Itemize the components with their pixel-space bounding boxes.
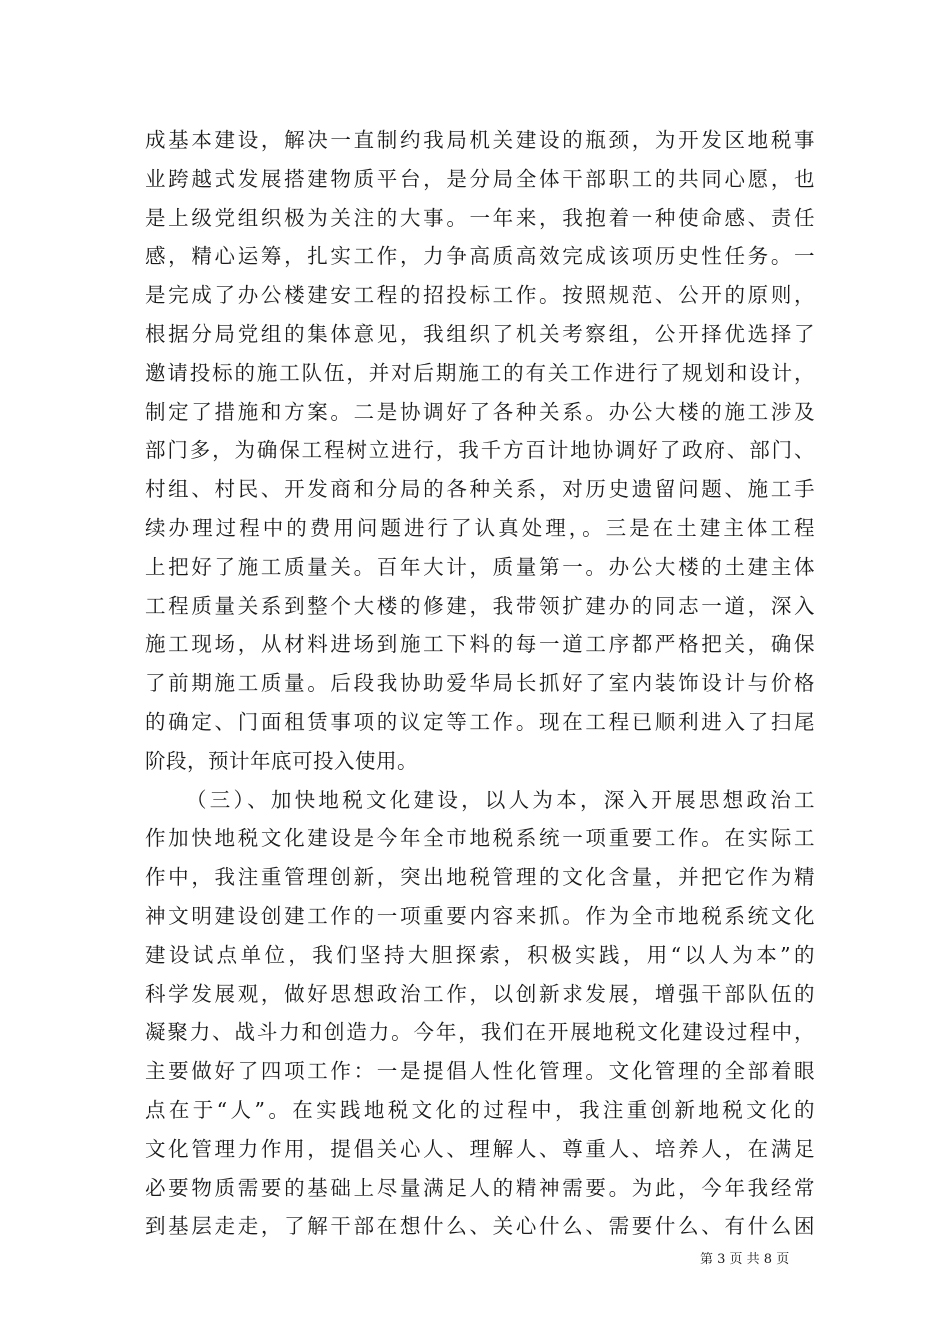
text-line: 神文明建设创建工作的一项重要内容来抓。作为全市地税系统文化 [145,903,815,928]
text-line: 工程质量关系到整个大楼的修建，我带领扩建办的同志一道，深入 [145,593,815,618]
paragraph-end-line: 阶段，预计年底可投入使用。 [145,748,418,773]
text-line: 科学发展观，做好思想政治工作，以创新求发展，增强干部队伍的 [145,981,815,1006]
text-line: 主要做好了四项工作：一是提倡人性化管理。文化管理的全部着眼 [145,1059,815,1084]
text-line: 根据分局党组的集体意见，我组织了机关考察组，公开择优选择了 [145,321,815,346]
text-line: 成基本建设，解决一直制约我局机关建设的瓶颈，为开发区地税事 [145,128,815,152]
text-line: 感，精心运筹，扎实工作，力争高质高效完成该项历史性任务。一 [145,244,815,269]
body-text [145,121,815,1246]
text-line: 了前期施工质量。后段我协助爱华局长抓好了室内装饰设计与价格 [145,671,815,696]
text-line: 部门多，为确保工程树立进行，我千方百计地协调好了政府、部门、 [145,438,815,463]
text-line: 文化管理力作用，提倡关心人、理解人、尊重人、培养人，在满足 [145,1136,815,1161]
text-line: 邀请投标的施工队伍，并对后期施工的有关工作进行了规划和设计， [145,360,815,385]
text-line: 作中，我注重管理创新，突出地税管理的文化含量，并把它作为精 [145,865,815,890]
text-line: 凝聚力、战斗力和创造力。今年，我们在开展地税文化建设过程中， [145,1020,815,1045]
text-line: 制定了措施和方案。二是协调好了各种关系。办公大楼的施工涉及 [145,399,815,424]
text-line: 必要物质需要的基础上尽量满足人的精神需要。为此，今年我经常 [145,1175,815,1200]
text-line: 村组、村民、开发商和分局的各种关系，对历史遗留问题、施工手 [145,477,815,502]
text-line: 的确定、门面租赁事项的议定等工作。现在工程已顺利进入了扫尾 [145,709,815,734]
text-line: 建设试点单位，我们坚持大胆探索，积极实践，用“以人为本”的 [145,942,815,967]
text-line: 是完成了办公楼建安工程的招投标工作。按照规范、公开的原则， [145,283,815,308]
text-line: 业跨越式发展搭建物质平台，是分局全体干部职工的共同心愿，也 [145,166,815,191]
text-line: 上把好了施工质量关。百年大计，质量第一。办公大楼的土建主体 [145,554,815,579]
text-line: 续办理过程中的费用问题进行了认真处理，。三是在土建主体工程 [145,515,815,540]
text-line: 作加快地税文化建设是今年全市地税系统一项重要工作。在实际工 [145,826,815,851]
text-line: 是上级党组织极为关注的大事。一年来，我抱着一种使命感、责任 [145,205,815,230]
text-line: 点在于“人”。在实践地税文化的过程中，我注重创新地税文化的 [145,1097,815,1122]
section-heading-line: （三）、加快地税文化建设，以人为本，深入开展思想政治工 [186,787,815,812]
text-line: 到基层走走，了解干部在想什么、关心什么、需要什么、有什么困 [145,1214,815,1239]
text-line: 施工现场，从材料进场到施工下料的每一道工序都严格把关，确保 [145,632,815,657]
page-number-footer: 第 3 页 共 8 页 [700,1252,790,1267]
